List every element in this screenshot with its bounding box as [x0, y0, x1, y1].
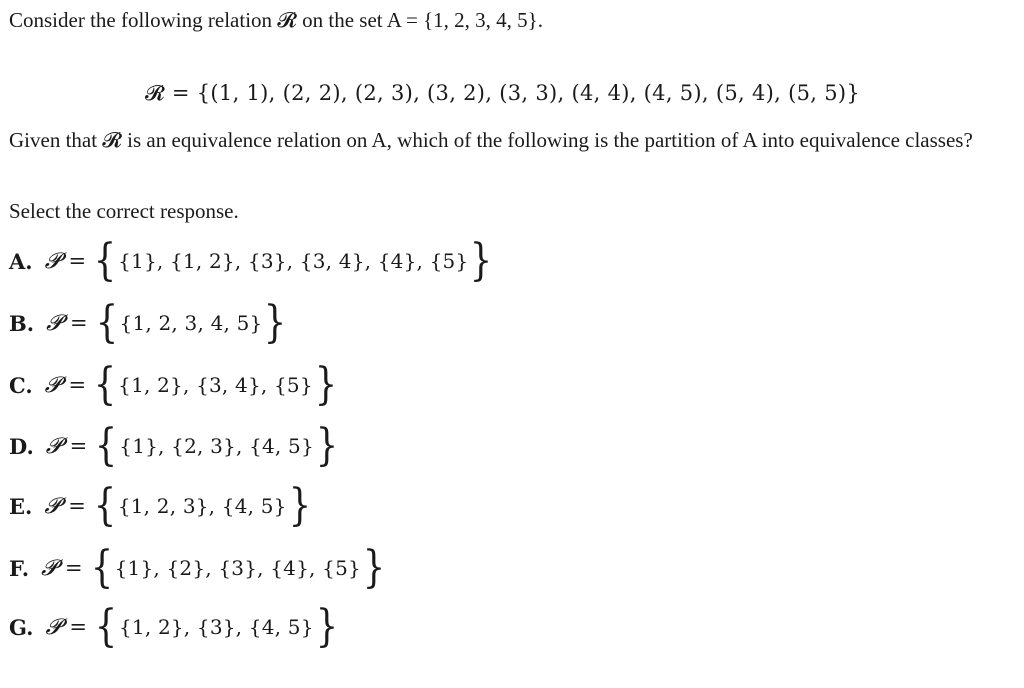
- equals-sign: =: [69, 311, 88, 335]
- partition-symbol: 𝓟: [46, 310, 62, 336]
- option-letter: D.: [9, 433, 34, 459]
- option-letter: C.: [9, 372, 33, 398]
- left-brace: {: [93, 480, 117, 531]
- right-brace: }: [315, 601, 338, 652]
- option-content: {1, 2}, {3}, {4, 5}: [118, 615, 314, 639]
- intro-text: Consider the following relation 𝓡 on the set A = {1, 2, 3, 4, 5}.: [9, 8, 543, 32]
- option-d[interactable]: [9, 421, 340, 471]
- option-math: [44, 359, 339, 410]
- option-content: {1}, {1, 2}, {3}, {3, 4}, {4}, {5}: [118, 249, 469, 273]
- left-brace: {: [93, 359, 117, 410]
- option-letter: G.: [9, 614, 34, 640]
- right-brace: }: [264, 297, 287, 348]
- right-brace: }: [315, 420, 339, 471]
- relation-definition: 𝓡 = {(1, 1), (2, 2), (2, 3), (3, 2), (3, 3), (4, 4), (4, 5), (5, 4), (5, 5)}: [145, 81, 861, 105]
- left-brace: {: [95, 297, 118, 348]
- option-g[interactable]: [9, 602, 340, 652]
- question-text: Given that 𝓡 is an equivalence relation on A, which of the following is the partition of A into equivalence classes?: [9, 128, 973, 152]
- instruction-text: Select the correct response.: [9, 199, 239, 223]
- option-content: {1}, {2, 3}, {4, 5}: [119, 434, 314, 458]
- option-a[interactable]: [9, 236, 494, 286]
- option-math: [45, 420, 340, 471]
- option-content: {1, 2}, {3, 4}, {5}: [118, 373, 313, 397]
- option-math: [45, 601, 340, 652]
- option-content: {1}, {2}, {3}, {4}, {5}: [114, 556, 361, 580]
- partition-symbol: 𝓟: [45, 614, 62, 640]
- equals-sign: =: [69, 615, 87, 639]
- option-c[interactable]: [9, 360, 339, 410]
- option-letter: A.: [9, 248, 33, 274]
- partition-symbol: 𝓟: [41, 555, 57, 581]
- partition-symbol: 𝓟: [45, 433, 62, 459]
- left-brace: {: [90, 542, 113, 593]
- right-brace: }: [288, 480, 311, 531]
- left-brace: {: [93, 235, 117, 286]
- option-letter: B.: [9, 310, 35, 336]
- option-content: {1, 2, 3, 4, 5}: [119, 311, 263, 335]
- option-letter: F.: [9, 555, 30, 581]
- option-letter: E.: [9, 493, 33, 519]
- left-brace: {: [94, 601, 118, 652]
- option-f[interactable]: [9, 543, 387, 593]
- equals-sign: =: [68, 373, 87, 397]
- right-brace: }: [470, 235, 493, 286]
- right-brace: }: [362, 542, 386, 593]
- option-math: [44, 480, 312, 531]
- option-math: [46, 297, 288, 348]
- option-e[interactable]: [9, 481, 313, 531]
- right-brace: }: [314, 359, 337, 410]
- partition-symbol: 𝓟: [44, 372, 61, 398]
- option-math: [44, 235, 495, 286]
- option-b[interactable]: [9, 298, 288, 348]
- equals-sign: =: [68, 494, 86, 518]
- equals-sign: =: [69, 434, 88, 458]
- equals-sign: =: [68, 249, 87, 273]
- option-math: [41, 542, 387, 593]
- partition-symbol: 𝓟: [44, 493, 61, 519]
- left-brace: {: [95, 420, 118, 471]
- option-content: {1, 2, 3}, {4, 5}: [117, 494, 287, 518]
- partition-symbol: 𝓟: [44, 248, 61, 274]
- equals-sign: =: [64, 556, 83, 580]
